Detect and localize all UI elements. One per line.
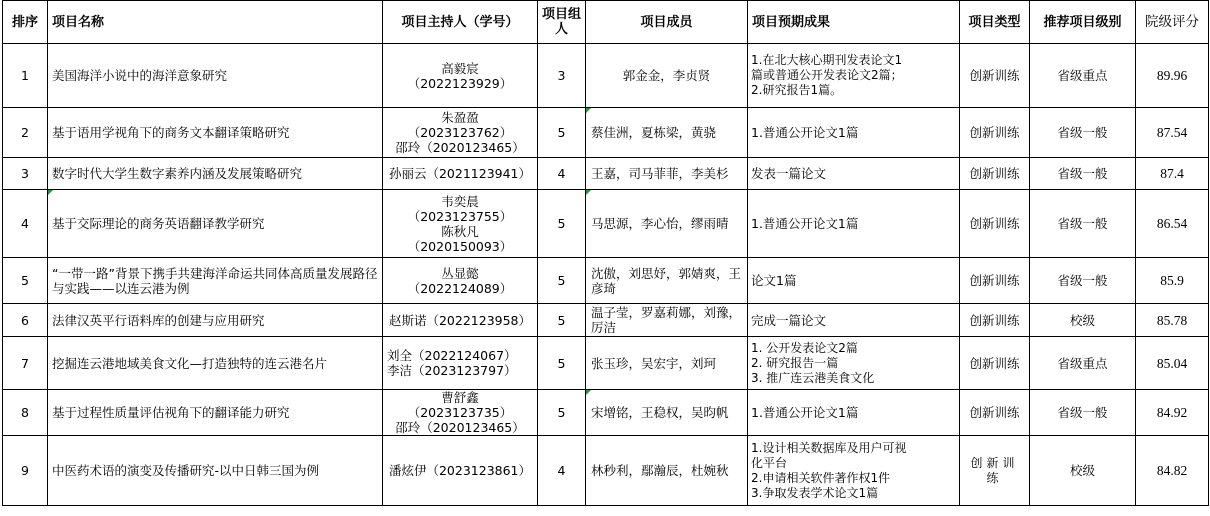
host-line: 孙丽云（2021123941） xyxy=(388,166,532,181)
host-line: 赵斯诺（2022123958） xyxy=(388,312,532,328)
host-line: 丛显懿 xyxy=(441,265,479,281)
row-score: 87.4 xyxy=(1136,158,1209,190)
row-host xyxy=(383,190,538,258)
row-type: 创新训练 xyxy=(960,190,1030,258)
row-outcome xyxy=(748,390,960,436)
row-members: 沈傲，刘思妤，郭婧爽，王彦琦 xyxy=(586,258,748,304)
row-level: 省级一般 xyxy=(1030,158,1136,190)
table-row xyxy=(3,304,1209,337)
row-rank: 2 xyxy=(3,108,48,158)
host-line: （2022123929） xyxy=(407,75,513,91)
host-line: 曹舒鑫 xyxy=(441,390,479,405)
table-row xyxy=(3,436,1209,506)
table-row xyxy=(3,390,1209,436)
host-line: （2023123762） xyxy=(407,125,513,140)
row-host xyxy=(383,258,538,304)
outcome-line: 1.普通公开论文1篇 xyxy=(751,125,859,140)
row-host xyxy=(383,337,538,390)
header-members: 项目成员 xyxy=(586,1,748,44)
table-row xyxy=(3,44,1209,108)
row-score: 84.82 xyxy=(1136,436,1209,506)
row-level: 省级一般 xyxy=(1030,190,1136,258)
row-project-name: 基于交际理论的商务英语翻译教学研究 xyxy=(48,190,383,258)
host-line: 韦奕晨 xyxy=(441,193,479,209)
row-rank: 3 xyxy=(3,158,48,190)
host-line: 邵玲（2020123465） xyxy=(395,140,525,155)
row-type: 创新训练 xyxy=(960,108,1030,158)
row-project-name: 美国海洋小说中的海洋意象研究 xyxy=(48,44,383,108)
outcome-line: 论文1篇 xyxy=(751,273,797,288)
outcome-line: 完成一篇论文 xyxy=(751,312,827,328)
row-outcome xyxy=(748,337,960,390)
header-host: 项目主持人（学号） xyxy=(383,1,538,44)
row-type: 创新训练 xyxy=(960,158,1030,190)
row-rank: 5 xyxy=(3,258,48,304)
row-members: 蔡佳洲，夏栋梁，黄骁 xyxy=(586,108,748,158)
row-host xyxy=(383,436,538,506)
row-outcome xyxy=(748,190,960,258)
header-score: 院级评分 xyxy=(1136,1,1209,44)
row-members: 林秒利，鄢瀚辰，杜婉秋 xyxy=(586,436,748,506)
header-level: 推荐项目级别 xyxy=(1030,1,1136,44)
host-line: 李洁（2023123797） xyxy=(387,363,517,378)
row-host xyxy=(383,108,538,158)
host-line: （2022124089） xyxy=(407,280,513,296)
row-rank: 9 xyxy=(3,436,48,506)
row-outcome xyxy=(748,44,960,108)
row-level: 省级重点 xyxy=(1030,337,1136,390)
row-count: 5 xyxy=(538,258,586,304)
row-level: 省级一般 xyxy=(1030,390,1136,436)
outcome-line: 1.普通公开论文1篇 xyxy=(751,216,859,231)
row-level: 校级 xyxy=(1030,304,1136,337)
table-row xyxy=(3,108,1209,158)
row-members: 温子莹，罗嘉莉娜，刘豫，厉洁 xyxy=(586,304,748,337)
host-line: （2020150093） xyxy=(407,238,513,254)
host-line: （2023123755） xyxy=(407,208,513,224)
row-project-name: “一带一路”背景下携手共建海洋命运共同体高质量发展路径与实践——以连云港为例 xyxy=(48,258,383,304)
row-score: 86.54 xyxy=(1136,190,1209,258)
outcome-line: 3.争取发表学术论文1篇 xyxy=(751,485,879,500)
row-outcome xyxy=(748,158,960,190)
row-count: 5 xyxy=(538,108,586,158)
outcome-line: 1.设计相关数据库及用户可视 xyxy=(751,440,907,455)
row-rank: 1 xyxy=(3,44,48,108)
outcome-line: 1.在北大核心期刊发表论文1 xyxy=(751,53,903,67)
row-outcome xyxy=(748,304,960,337)
row-type: 创新训练 xyxy=(960,258,1030,304)
row-outcome xyxy=(748,436,960,506)
row-project-name: 基于语用学视角下的商务文本翻译策略研究 xyxy=(48,108,383,158)
row-rank: 4 xyxy=(3,190,48,258)
outcome-line: 2.申请相关软件著作权1件 xyxy=(751,470,891,485)
row-host xyxy=(383,304,538,337)
row-score: 84.92 xyxy=(1136,390,1209,436)
host-line: 朱盈盈 xyxy=(441,110,479,125)
row-level: 校级 xyxy=(1030,436,1136,506)
row-rank: 6 xyxy=(3,304,48,337)
row-level: 省级一般 xyxy=(1030,108,1136,158)
row-project-name: 挖掘连云港地域美食文化—打造独特的连云港名片 xyxy=(48,337,383,390)
row-members: 张玉珍，吴宏宇，刘珂 xyxy=(586,337,748,390)
row-outcome xyxy=(748,258,960,304)
row-host xyxy=(383,158,538,190)
header-outcome: 项目预期成果 xyxy=(748,1,960,44)
host-line: 邵玲（2020123465） xyxy=(395,420,525,435)
row-outcome xyxy=(748,108,960,158)
row-level: 省级重点 xyxy=(1030,44,1136,108)
host-line: 刘全（2022124067） xyxy=(387,348,517,363)
row-host xyxy=(383,44,538,108)
host-line: 高毅宸 xyxy=(441,60,479,76)
row-members: 王嘉，司马菲菲，李美杉 xyxy=(586,158,748,190)
outcome-line: 1. 公开发表论文2篇 xyxy=(751,340,858,355)
table-row xyxy=(3,190,1209,258)
row-count: 5 xyxy=(538,190,586,258)
row-host xyxy=(383,390,538,436)
header-name: 项目名称 xyxy=(48,1,383,44)
outcome-line: 2.研究报告1篇。 xyxy=(751,83,843,97)
row-members: 郭金金，李贞贤 xyxy=(586,44,748,108)
outcome-line: 发表一篇论文 xyxy=(751,166,827,181)
header-count: 项目组人 xyxy=(538,1,586,44)
outcome-line: 1.普通公开论文1篇 xyxy=(751,405,859,420)
row-members: 宋增铭，王稳权，吴昀帆 xyxy=(586,390,748,436)
row-count: 4 xyxy=(538,436,586,506)
outcome-line: 3. 推广连云港美食文化 xyxy=(751,370,875,385)
row-rank: 8 xyxy=(3,390,48,436)
row-count: 3 xyxy=(538,44,586,108)
row-score: 87.54 xyxy=(1136,108,1209,158)
row-type: 创新训练 xyxy=(960,44,1030,108)
table-row xyxy=(3,158,1209,190)
row-type: 创新训练 xyxy=(960,337,1030,390)
outcome-line: 篇或普通公开发表论文2篇； xyxy=(751,68,903,82)
row-score: 89.96 xyxy=(1136,44,1209,108)
row-score: 85.9 xyxy=(1136,258,1209,304)
row-project-name: 数字时代大学生数字素养内涵及发展策略研究 xyxy=(48,158,383,190)
row-type: 创新训练 xyxy=(960,436,1030,506)
row-score: 85.04 xyxy=(1136,337,1209,390)
row-level: 省级一般 xyxy=(1030,258,1136,304)
header-row xyxy=(3,1,1209,44)
table-row xyxy=(3,258,1209,304)
row-rank: 7 xyxy=(3,337,48,390)
host-line: 潘炫伊（2023123861） xyxy=(388,463,532,478)
row-count: 5 xyxy=(538,304,586,337)
header-rank: 排序 xyxy=(3,1,48,44)
row-score: 85.78 xyxy=(1136,304,1209,337)
host-line: 陈秋凡 xyxy=(441,223,479,239)
row-type: 创新训练 xyxy=(960,390,1030,436)
row-project-name: 法律汉英平行语料库的创建与应用研究 xyxy=(48,304,383,337)
project-table xyxy=(2,0,1209,506)
row-count: 4 xyxy=(538,158,586,190)
outcome-line: 化平台 xyxy=(751,455,788,470)
row-project-name: 基于过程性质量评估视角下的翻译能力研究 xyxy=(48,390,383,436)
row-project-name: 中医药术语的演变及传播研究-以中日韩三国为例 xyxy=(48,436,383,506)
host-line: （2023123735） xyxy=(407,405,513,420)
outcome-line: 2. 研究报告一篇 xyxy=(751,355,839,370)
row-count: 5 xyxy=(538,390,586,436)
table-row xyxy=(3,337,1209,390)
row-members: 马思源，李心怡，缪雨晴 xyxy=(586,190,748,258)
header-type: 项目类型 xyxy=(960,1,1030,44)
row-type: 创新训练 xyxy=(960,304,1030,337)
row-count: 5 xyxy=(538,337,586,390)
